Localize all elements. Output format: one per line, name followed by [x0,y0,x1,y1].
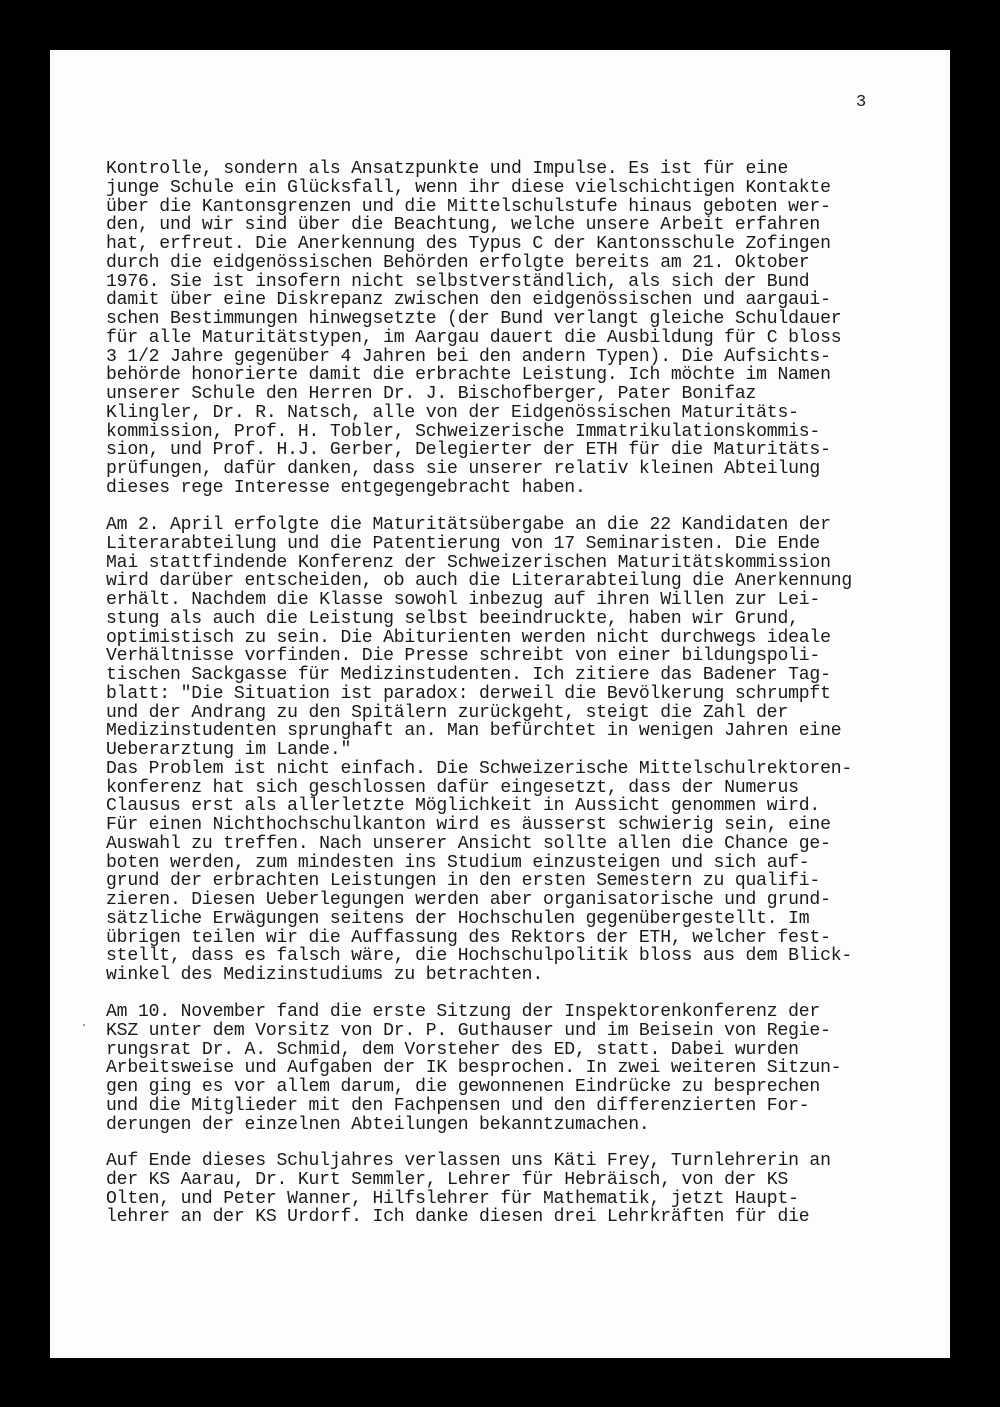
text-line: zieren. Diesen Ueberlegungen werden aber organisatorische und grund- [106,890,831,910]
text-line: der KS Aarau, Dr. Kurt Semmler, Lehrer für Hebräisch, von der KS [106,1169,789,1190]
text-line: tischen Sackgasse für Medizinstudenten. Ich zitiere das Badener Tag- [106,665,831,685]
text-line: 1976. Sie ist insofern nicht selbstverständlich, als sich der Bund [106,271,810,292]
text-line: dieses rege Interesse entgegengebracht haben. [106,477,586,498]
paper-speck [83,1024,85,1026]
text-line: Arbeitsweise und Aufgaben der IK besprochen. In zwei weiteren Sitzun- [106,1058,842,1079]
text-line: Am 2. April erfolgte die Maturitätsübergabe an die 22 Kandidaten der [106,515,831,535]
text-line: behörde honorierte damit die erbrachte Leistung. Ich möchte im Namen [106,365,831,386]
text-line: wird darüber entscheiden, ob auch die Literarabteilung die Anerkennung [106,571,853,592]
text-line: für alle Maturitätstypen, im Aargau dauert die Ausbildung für C bloss [106,327,842,348]
text-line: stung als auch die Leistung selbst beeindruckte, haben wir Grund, [106,608,799,629]
paragraph-inspectors-conference [106,1003,841,1134]
text-line: Verhältnisse vorfinden. Die Presse schreibt von einer bildungspoli- [106,646,821,667]
text-line: Olten, und Peter Wanner, Hilfslehrer für Mathematik, jetzt Haupt- [106,1188,799,1209]
text-line: Mai stattfindende Konferenz der Schweizerischen Maturitätskommission [106,552,831,573]
text-line: Am 10. November fand die erste Sitzung der Inspektorenkonferenz der [106,1002,821,1022]
text-line: gen ging es vor allem darum, die gewonnenen Eindrücke zu besprechen [106,1077,821,1097]
text-line: winkel des Medizinstudiums zu betrachten. [106,965,543,985]
text-line: konferenz hat sich geschlossen dafür eingesetzt, dass der Numerus [106,777,799,798]
text-line: Clausus erst als allerletzte Möglichkeit in Aussicht genommen wird. [106,796,821,817]
text-line: und der Andrang zu den Spitälern zurückgeht, steigt die Zahl der [106,702,789,723]
text-line: KSZ unter dem Vorsitz von Dr. P. Guthauser und im Beisein von Regie- [106,1020,831,1041]
text-line: durch die eidgenössischen Behörden erfolgte bereits am 21. Oktober [106,252,810,273]
text-line: optimistisch zu sein. Die Abiturienten werden nicht durchwegs ideale [106,627,831,648]
paragraph-maturity-exams [106,516,852,985]
text-line: kommission, Prof. H. Tobler, Schweizerische Immatrikulationskommis- [106,421,821,442]
text-line: Medizinstudenten sprunghaft an. Man befürchtet in wenigen Jahren eine [106,721,842,742]
text-line: junge Schule ein Glücksfall, wenn ihr diese vielschichtigen Kontakte [106,177,831,198]
text-line: 3 1/2 Jahre gegenüber 4 Jahren bei den andern Typen). Die Aufsichts- [106,346,831,367]
text-line: Auf Ende dieses Schuljahres verlassen uns Käti Frey, Turnlehrerin an [106,1151,831,1171]
text-line: lehrer an der KS Urdorf. Ich danke diesen drei Lehrkräften für die [106,1207,810,1228]
text-line: grund der erbrachten Leistungen in den ersten Semestern zu qualifi- [106,871,821,892]
text-line: Literarabteilung und die Patentierung von 17 Seminaristen. Die Ende [106,533,821,554]
text-line: über die Kantonsgrenzen und die Mittelschulstufe hinaus geboten wer- [106,196,831,217]
text-line: Für einen Nichthochschulkanton wird es äusserst schwierig sein, eine [106,815,831,835]
page-number: 3 [856,93,867,112]
text-line: unserer Schule den Herren Dr. J. Bischofberger, Pater Bonifaz [106,384,757,404]
text-line: übrigen teilen wir die Auffassung des Rektors der ETH, welcher fest- [106,927,831,948]
text-line: hat, erfreut. Die Anerkennung des Typus C der Kantonsschule Zofingen [106,234,831,254]
text-line: prüfungen, dafür danken, dass sie unserer relativ kleinen Abteilung [106,459,821,479]
text-line: sätzliche Erwägungen seitens der Hochschulen gegenübergestellt. Im [106,908,810,929]
text-line: den, und wir sind über die Beachtung, welche unsere Arbeit erfahren [106,215,821,236]
text-line: Kontrolle, sondern als Ansatzpunkte und Impulse. Es ist für eine [106,159,789,179]
text-line: boten werden, zum mindesten ins Studium einzusteigen und sich auf- [106,852,810,873]
paragraph-staff-departures [106,1152,831,1227]
paragraph-recognition [106,160,841,498]
text-line: stellt, dass es falsch wäre, die Hochschulpolitik bloss aus dem Blick- [106,946,853,967]
text-line: und die Mitglieder mit den Fachpensen und den differenzierten For- [106,1095,810,1116]
text-line: Ueberarztung im Lande." [106,740,352,760]
text-line: Auswahl zu treffen. Nach unserer Ansicht sollte allen die Chance ge- [106,833,831,854]
text-line: derungen der einzelnen Abteilungen bekanntzumachen. [106,1114,650,1135]
text-line: Klingler, Dr. R. Natsch, alle von der Eidgenössischen Maturitäts- [106,402,799,423]
text-line: rungsrat Dr. A. Schmid, dem Vorsteher des ED, statt. Dabei wurden [106,1039,799,1060]
text-line: blatt: "Die Situation ist paradox: derweil die Bevölkerung schrumpft [106,683,831,704]
text-line: Das Problem ist nicht einfach. Die Schweizerische Mittelschulrektoren- [106,758,853,779]
text-line: sion, und Prof. H.J. Gerber, Delegierter der ETH für die Maturitäts- [106,440,831,461]
text-line: damit über eine Diskrepanz zwischen den eidgenössischen und aargaui- [106,290,831,311]
text-line: schen Bestimmungen hinwegsetzte (der Bund verlangt gleiche Schuldauer [106,309,842,329]
text-line: erhält. Nachdem die Klasse sowohl inbezug auf ihren Willen zur Lei- [106,590,821,610]
